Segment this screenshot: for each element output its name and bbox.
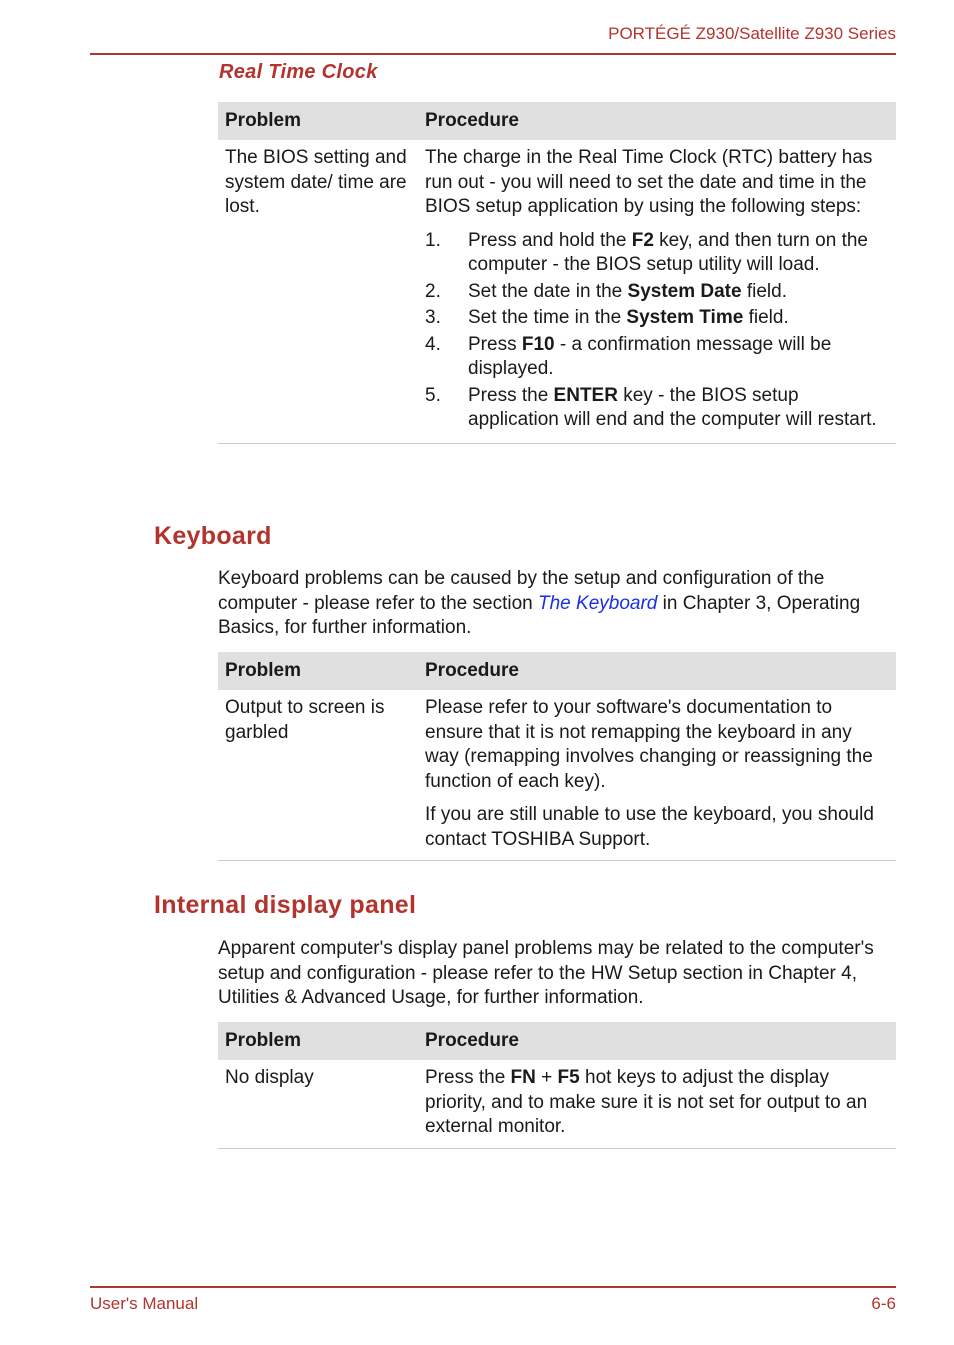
step-text-post: field. [743,307,789,328]
footer-rule [90,1286,896,1288]
footer-manual-label: User's Manual [90,1294,199,1313]
step-number: 5. [425,384,441,406]
step-text [468,280,890,305]
problem-cell: Output to screen is garbled [225,697,385,743]
step-text-post: key - the BIOS setup application will end and the computer will restart. [468,384,877,430]
page-number: 6-6 [871,1294,896,1313]
step-text [468,384,890,433]
step-number: 4. [425,333,441,355]
step-text-pre: Set the time in the [468,307,627,328]
problem-cell: No display [225,1067,314,1088]
table-row [218,140,896,444]
col-problem: Problem [225,1029,302,1051]
intro-text-end: in Chapter 3, Operating Basics, for further information. [218,592,861,638]
proc-text-end: hot keys to adjust the display priority, and to make sure it is not set for output to an external monitor. [425,1067,868,1137]
table-row [218,690,896,861]
step-text-post: key, and then turn on the computer - the BIOS setup utility will load. [468,229,868,275]
list-item [425,280,890,305]
step-key: F2 [631,229,654,251]
display-table [218,1022,896,1149]
step-number: 2. [425,280,441,302]
step-key: System Date [627,280,742,302]
step-key: ENTER [553,384,618,406]
display-heading: Internal display panel [154,891,417,919]
list-item [425,384,890,433]
keyboard-table [218,652,896,861]
step-text-post: field. [741,280,787,302]
plus-text: + [535,1067,558,1088]
procedure-cell [422,1066,896,1140]
rtc-heading: Real Time Clock [219,61,378,83]
list-item [425,306,890,331]
step-key: F10 [521,333,555,355]
steps-list [425,229,890,433]
step-text [468,333,890,382]
step-text [468,229,890,278]
header-rule [90,53,896,55]
list-item [425,229,890,278]
col-problem: Problem [225,659,302,681]
col-procedure: Procedure [425,109,519,131]
step-text-pre: Set the date in the [468,280,628,302]
running-header: PORTÉGÉ Z930/Satellite Z930 Series [608,24,896,43]
procedure-paragraph [425,1066,890,1140]
keyboard-intro [218,567,898,641]
step-text [468,306,890,331]
the-keyboard-link[interactable]: The Keyboard [538,592,658,614]
col-procedure: Procedure [425,1029,519,1051]
procedure-cell [422,146,896,435]
procedure-paragraph-2: If you are still unable to use the keyboard, you should contact TOSHIBA Support. [425,804,874,850]
step-text-post: - a confirmation message will be displayed. [468,333,832,379]
display-table-header [218,1022,896,1060]
step-text-pre: Press [468,333,522,355]
keyboard-heading: Keyboard [154,522,272,550]
step-text-pre: Press the [468,384,554,406]
display-intro: Apparent computer's display panel problems may be related to the computer's setup and configuration - please refer to the HW Setup section in Chapter 4, Utilities & Advanced Usage, for further information. [218,938,874,1008]
step-text-pre: Press and hold the [468,229,632,251]
procedure-paragraph-1: Please refer to your software's documentation to ensure that it is not remapping the keyboard in any way (remapping involves changing or reassigning the function of each key). [425,697,873,792]
list-item [425,333,890,382]
step-number: 1. [425,229,441,251]
step-key: System Time [626,307,744,328]
proc-text: Press the [425,1067,511,1088]
problem-cell: The BIOS setting and system date/ time are lost. [225,147,407,217]
rtc-table-header [218,102,896,140]
fn-key: FN [510,1067,536,1088]
intro-text: Keyboard problems can be caused by the setup and configuration of the computer - please refer to the section [218,568,825,614]
table-row [218,1060,896,1149]
keyboard-table-header [218,652,896,690]
col-procedure: Procedure [425,659,519,681]
procedure-intro: The charge in the Real Time Clock (RTC) battery has run out - you will need to set the date and time in the BIOS setup application by using the following steps: [425,147,873,217]
col-problem: Problem [225,109,302,131]
step-number: 3. [425,307,441,328]
procedure-cell [422,696,896,852]
f5-key: F5 [557,1067,580,1088]
rtc-table [218,102,896,444]
